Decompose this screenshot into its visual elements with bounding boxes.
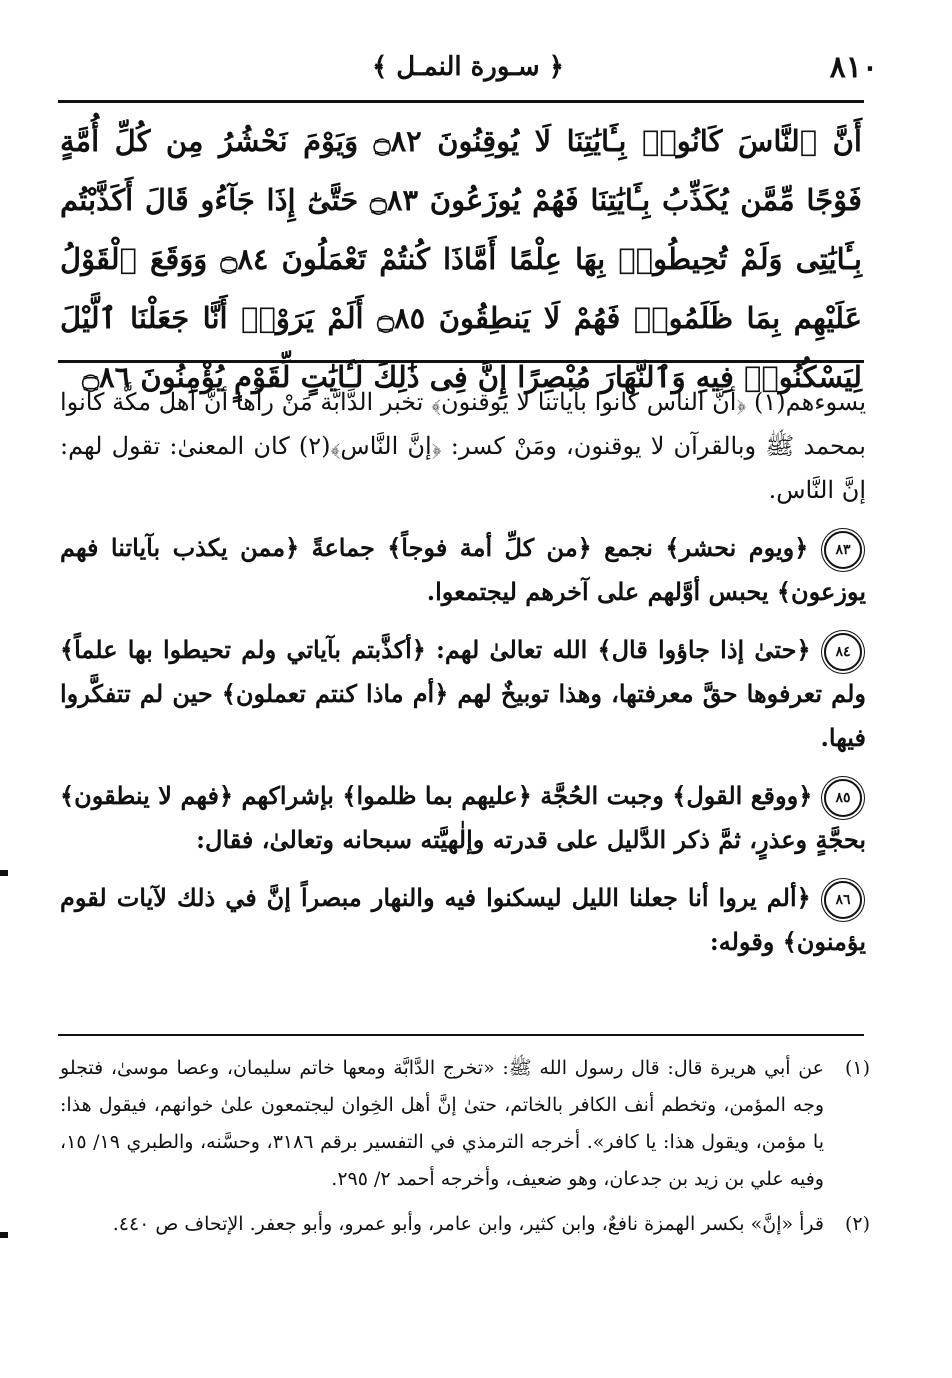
footnotes-section <box>60 1050 870 1251</box>
commentary-item-text: ﴿حتىٰ إذا جاؤوا قال﴾ الله تعالىٰ لهم: ﴿أكذَّبتم بآياتي ولم تحيطوا بها علماً﴾ ولم تعرفوها حقَّ معرفتها، وهذا توبيخٌ لهم ﴿أم ماذا كنتم تعملون﴾ حين لم تتفكَّروا فيها. <box>60 635 866 752</box>
footnote <box>60 1206 870 1243</box>
page-number: ٨١٠ <box>829 50 878 85</box>
commentary-intro: يسوءهم(١) ﴿أنَّ الناس كانوا بآياتنا لا يوقنون﴾ تخبر الدَّابَّة مَنْ رآها أنَّ أهل مكَّة كانوا بمحمد ﷺ وبالقرآن لا يوقنون، ومَنْ كسر: ﴿إنَّ النَّاس﴾(٢) كان المعنىٰ: تقول لهم: إنَّ النَّاس. <box>60 388 866 504</box>
footnote <box>60 1050 870 1198</box>
commentary-section <box>60 380 866 978</box>
footnote-number: (١) <box>844 1057 870 1079</box>
scan-edge-mark <box>0 1232 8 1238</box>
quran-text-block: أَنَّ ٱلنَّاسَ كَانُوا۟ بِـَٔايَٰتِنَا لَا يُوقِنُونَ ۝٨٢ وَيَوْمَ نَحْشُرُ مِن كُلِّ أُمَّةٍ فَوْجًا مِّمَّن يُكَذِّبُ بِـَٔايَٰتِنَا فَهُمْ يُوزَعُونَ ۝٨٣ حَتَّىٰٓ إِذَا جَآءُو قَالَ أَكَذَّبْتُم بِـَٔايَٰتِى وَلَمْ تُحِيطُوا۟ بِهَا عِلْمًا أَمَّاذَا كُنتُمْ تَعْمَلُونَ ۝٨٤ وَوَقَعَ ٱلْقَوْلُ عَلَيْهِم بِمَا ظَلَمُوا۟ فَهُمْ لَا يَنطِقُونَ ۝٨٥ أَلَمْ يَرَوْا۟ أَنَّا جَعَلْنَا ٱلَّيْلَ لِيَسْكُنُوا۟ فِيهِ وَٱلنَّهَارَ مُبْصِرًا إِنَّ فِى ذَٰلِكَ لَـَٔايَٰتٍ لِّقَوْمٍ يُؤْمِنُونَ ۝٨٦ <box>60 124 862 394</box>
commentary-item-text: ﴿ووقع القول﴾ وجبت الحُجَّة ﴿عليهم بما ظلموا﴾ بإشراكهم ﴿فهم لا ينطقون﴾ بحجَّةٍ وعذرٍ، ثمَّ ذكر الدَّليل على قدرته وإلٰهيَّته سبحانه وتعالىٰ، فقال: <box>60 781 866 854</box>
surah-title: ﴿ سـورة النمـل ﴾ <box>372 52 564 82</box>
quran-separator-rule <box>58 360 864 363</box>
commentary-item <box>60 628 866 760</box>
footnote-text: قرأ «إنَّ» بكسر الهمزة نافعٌ، وابن كثير، وابن عامر، وأبو عمرو، وأبو جعفر. الإتحاف ص ٤٤٠. <box>112 1213 824 1235</box>
commentary-item <box>60 876 866 964</box>
scan-edge-mark <box>0 870 8 876</box>
header-rule <box>58 100 864 103</box>
ayah-number-marker: ٨٥ <box>824 779 862 817</box>
ayah-number-marker: ٨٤ <box>824 633 862 671</box>
ayah-number-marker: ٨٦ <box>824 881 862 919</box>
footnote-number: (٢) <box>844 1213 870 1235</box>
commentary-item-text: ﴿ألم يروا أنا جعلنا الليل ليسكنوا فيه والنهار مبصراً إنَّ في ذلك لآيات لقوم يؤمنون﴾ وقوله: <box>60 883 866 956</box>
footnote-separator-rule <box>58 1034 864 1036</box>
footnote-text: عن أبي هريرة قال: قال رسول الله ﷺ: «تخرج الدَّابَّة ومعها خاتم سليمان، وعصا موسىٰ، فتجلو وجه المؤمن، وتخطم أنف الكافر بالخاتم، حتىٰ إنَّ أهل الخِوان ليجتمعون علىٰ خوانهم، فيقول هذا: يا مؤمن، ويقول هذا: يا كافر». أخرجه الترمذي في التفسير برقم ٣١٨٦، وحسَّنه، والطبري ١٩/ ١٥، وفيه علي بن زيد بن جدعان، وهو ضعيف، وأخرجه أحمد ٢/ ٢٩٥. <box>60 1057 824 1190</box>
commentary-item <box>60 526 866 614</box>
page-header <box>58 44 878 94</box>
ayah-number-marker: ٨٣ <box>824 531 862 569</box>
commentary-item-text: ﴿ويوم نحشر﴾ نجمع ﴿من كلِّ أمة فوجاً﴾ جماعةً ﴿ممن يكذب بآياتنا فهم يوزعون﴾ يحبس أوَّلهم على آخرهم ليجتمعوا. <box>60 533 866 606</box>
commentary-item <box>60 774 866 862</box>
